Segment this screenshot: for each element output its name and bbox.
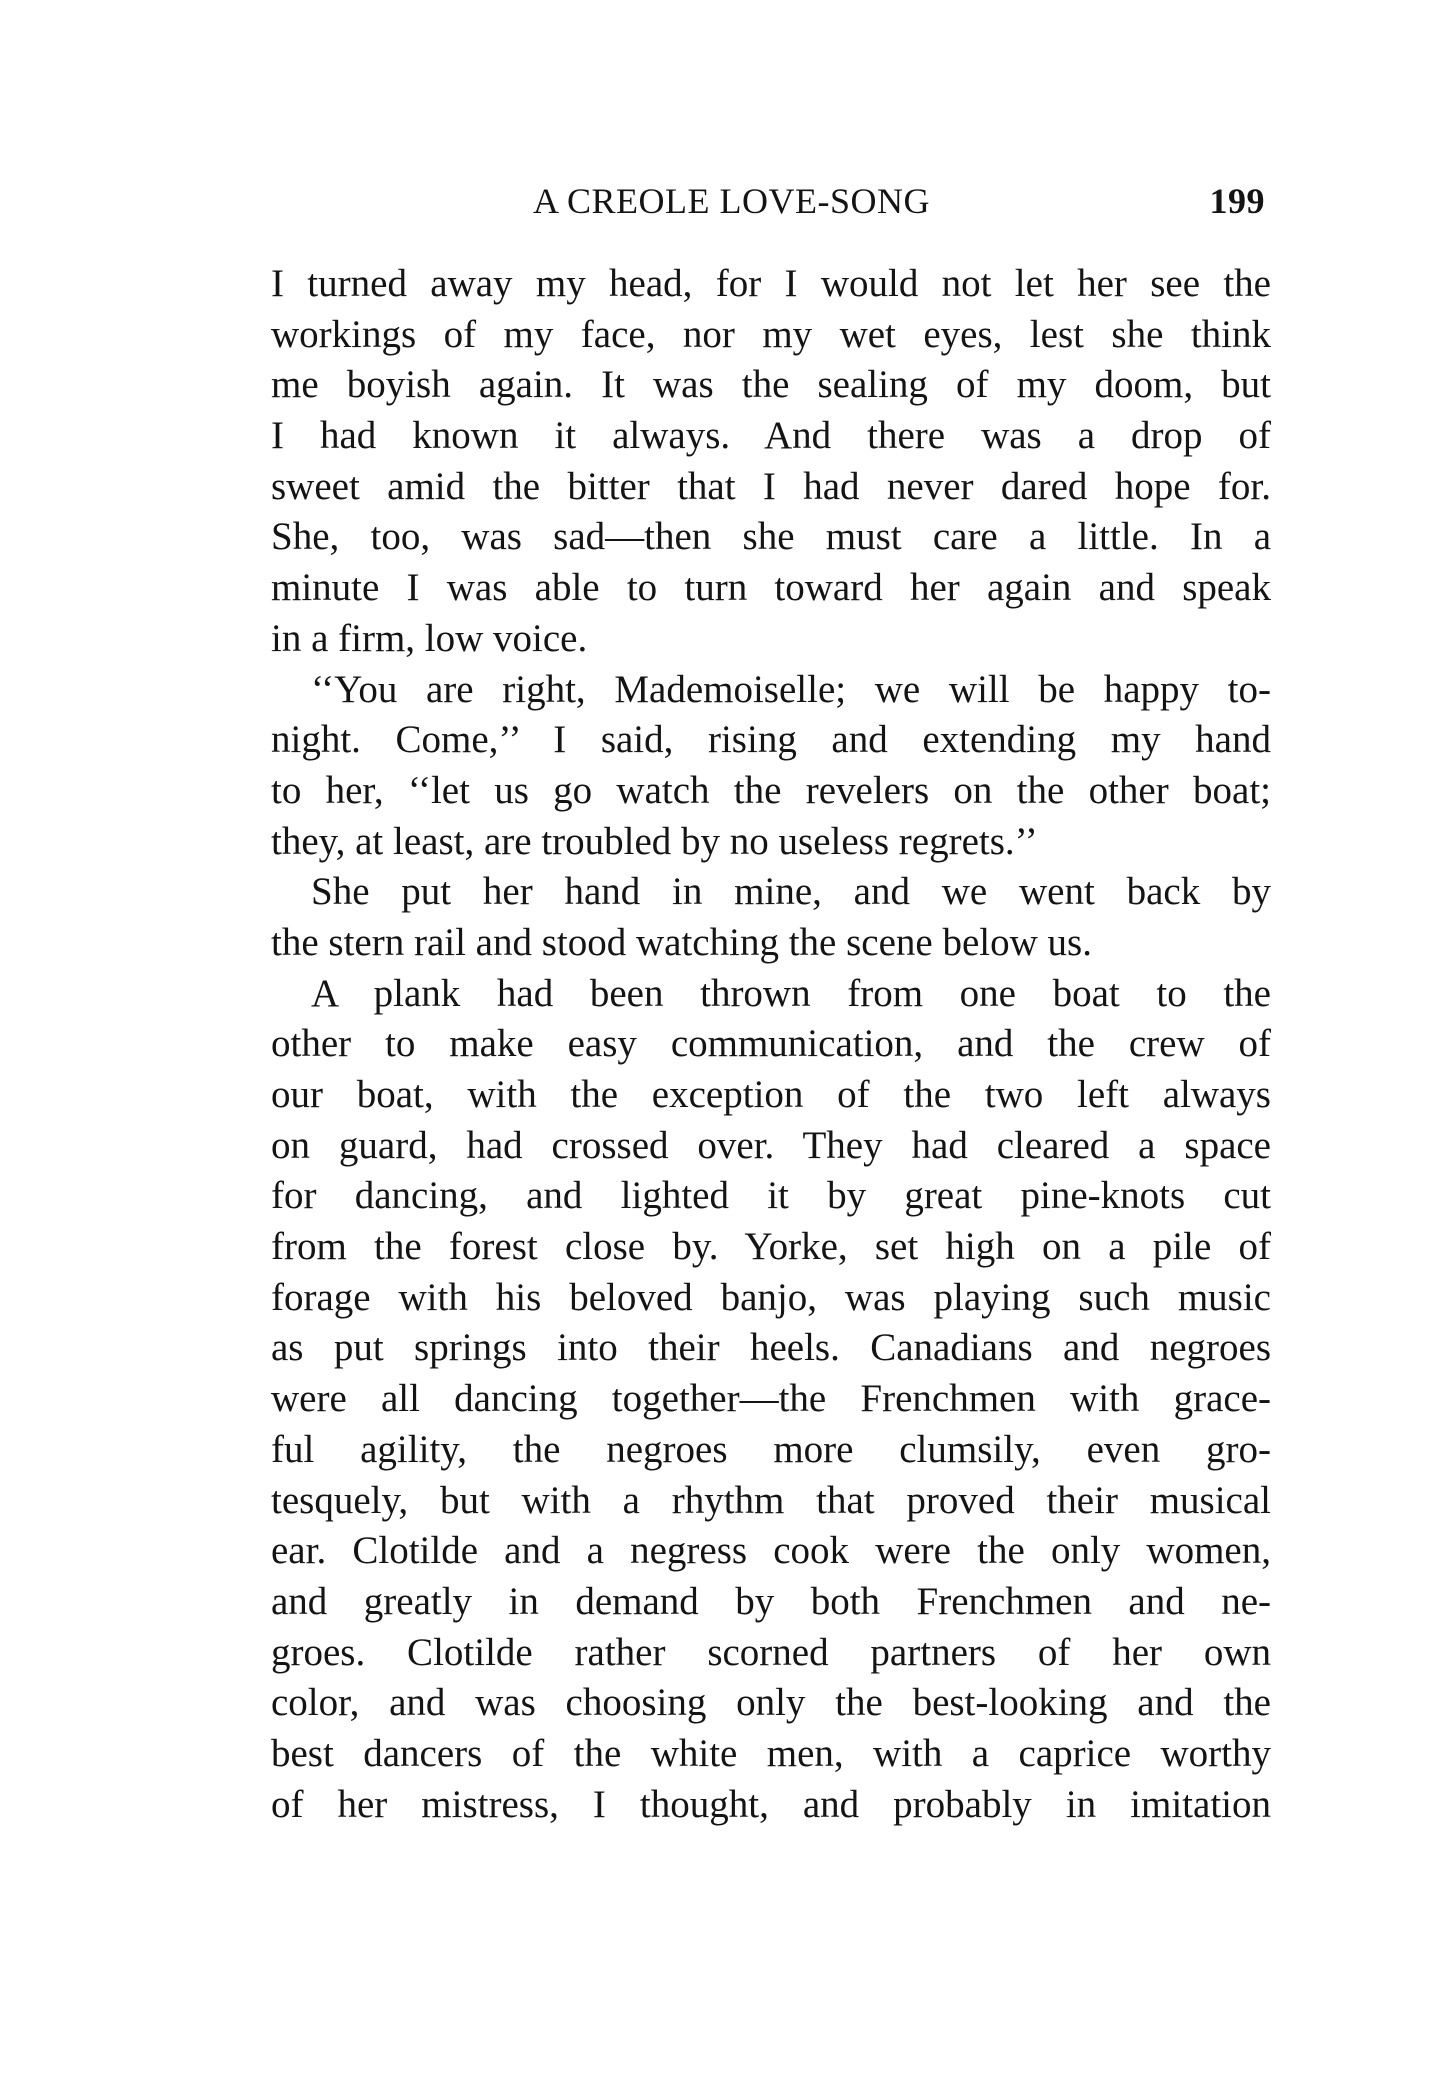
text-line: night. Come,’’ I said, rising and extending my hand (271, 718, 1271, 762)
text-line: She put her hand in mine, and we went back by (311, 870, 1271, 914)
text-line: minute I was able to turn toward her again and speak (271, 566, 1271, 610)
body-text (271, 259, 1271, 1830)
text-line: on guard, had crossed over. They had cleared a space (271, 1123, 1271, 1167)
text-line: as put springs into their heels. Canadians and negroes (271, 1326, 1271, 1370)
text-line: for dancing, and lighted it by great pine-knots cut (271, 1174, 1271, 1218)
text-line: sweet amid the bitter that I had never dared hope for. (271, 464, 1271, 508)
text-line: ful agility, the negroes more clumsily, even gro- (271, 1427, 1271, 1471)
text-line: ‘‘You are right, Mademoiselle; we will be happy to- (311, 667, 1271, 711)
text-line: ear. Clotilde and a negress cook were the only women, (271, 1529, 1271, 1573)
text-line: to her, ‘‘let us go watch the revelers on the other boat; (271, 768, 1271, 812)
page-number: 199 (1209, 181, 1265, 221)
text-line: groes. Clotilde rather scorned partners of her own (271, 1630, 1271, 1674)
text-line: our boat, with the exception of the two left always (271, 1073, 1271, 1116)
text-line: they, at least, are troubled by no useless regrets.’’ (271, 819, 1038, 863)
text-line: A plank had been thrown from one boat to the (311, 971, 1271, 1015)
text-line: were all dancing together—the Frenchmen with grace- (271, 1377, 1271, 1421)
running-header (533, 176, 1265, 226)
text-line: I turned away my head, for I would not let her see the (271, 262, 1271, 305)
text-line: in a firm, low voice. (271, 616, 588, 660)
text-line: She, too, was sad—then she must care a little. In a (271, 515, 1271, 559)
text-line: from the forest close by. Yorke, set high on a pile of (271, 1225, 1271, 1269)
text-line: forage with his beloved banjo, was playing such music (271, 1275, 1271, 1319)
text-line: me boyish again. It was the sealing of my doom, but (271, 363, 1271, 407)
text-line: I had known it always. And there was a drop of (271, 414, 1271, 458)
text-line: best dancers of the white men, with a caprice worthy (271, 1731, 1271, 1775)
text-line: tesquely, but with a rhythm that proved their musical (271, 1478, 1271, 1522)
text-line: color, and was choosing only the best-looking and the (271, 1681, 1271, 1725)
running-title: A CREOLE LOVE-SONG (533, 181, 930, 221)
text-line: of her mistress, I thought, and probably in imitation (271, 1782, 1271, 1826)
text-line: workings of my face, nor my wet eyes, lest she think (271, 312, 1271, 356)
text-line: other to make easy communication, and the crew of (271, 1022, 1271, 1066)
text-line: and greatly in demand by both Frenchmen and ne- (271, 1579, 1271, 1623)
text-line: the stern rail and stood watching the scene below us. (271, 920, 1092, 964)
